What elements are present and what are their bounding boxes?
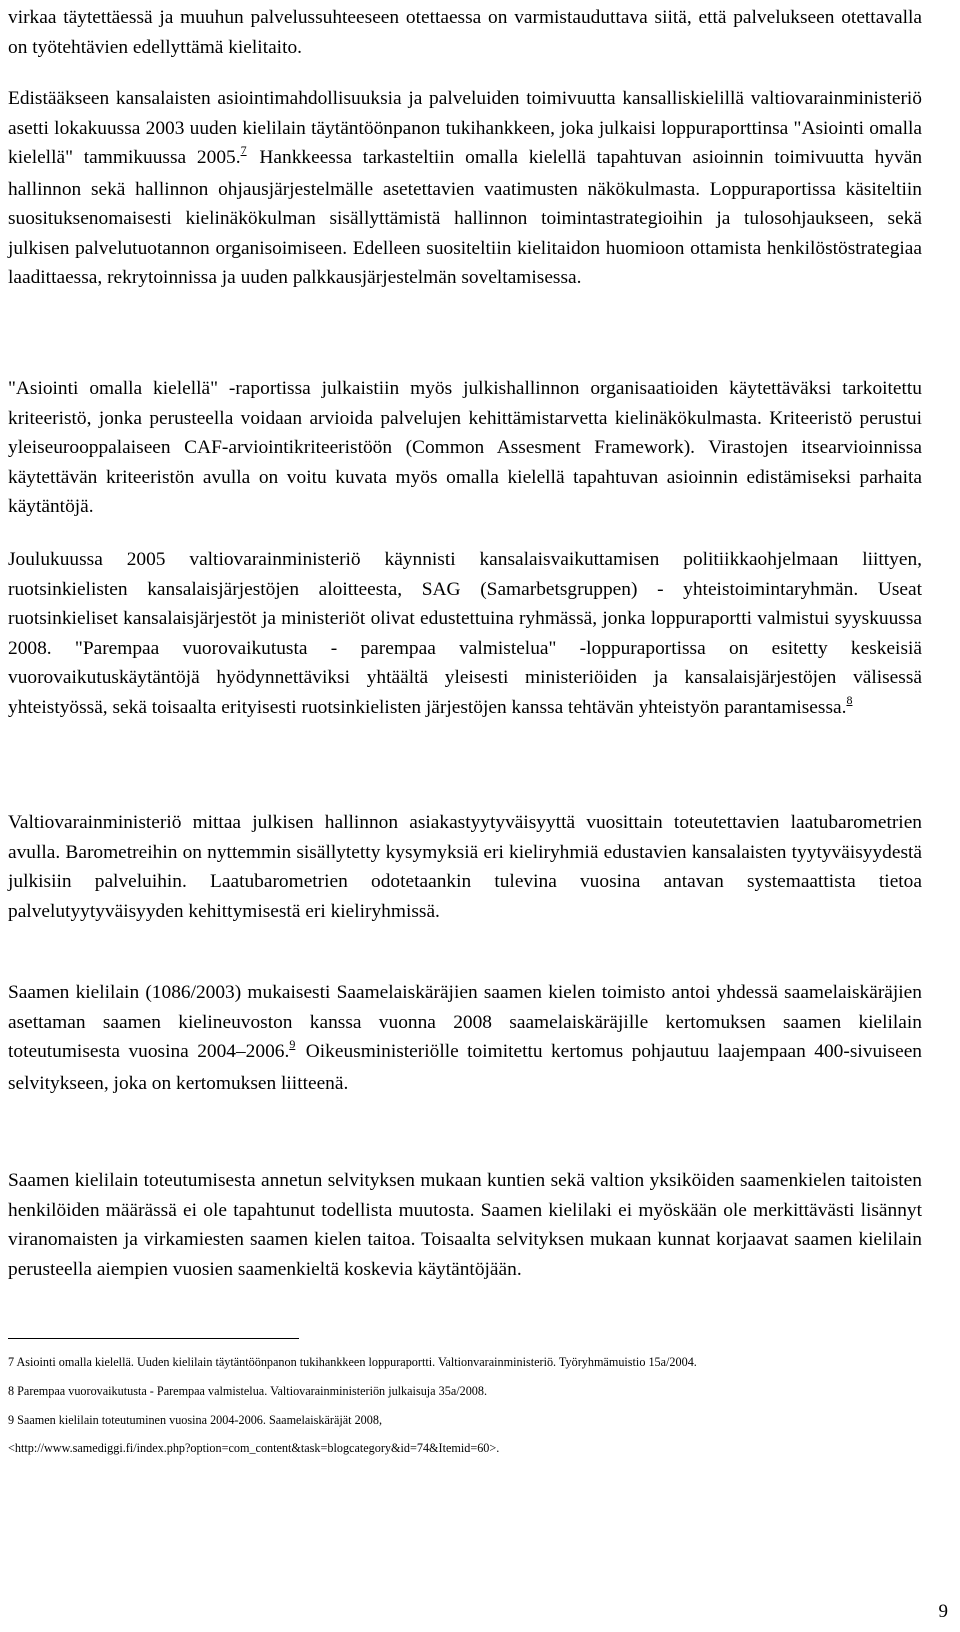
paragraph-6-text-a: Saamen kielilain (1086/2003) mukaisesti Saamelaiskäräjien saamen kielen toimisto antoi yhdessä saamelaiskäräjien asettaman saamen kielineuvoston kanssa vuonna 2008 saamelaiskäräjille kertomuksen saamen kielilain toteutumisesta vuosina 2004–2006.: [8, 982, 922, 1062]
paragraph-7: [8, 1166, 922, 1284]
paragraph-2: [8, 84, 922, 293]
paragraph-6: [8, 978, 922, 1098]
paragraph-1: [8, 3, 922, 62]
footnote-ref-9[interactable]: 9: [289, 1037, 296, 1051]
paragraph-2-text-a: Edistääkseen kansalaisten asiointimahdollisuuksia ja palveluiden toimivuutta kansalliskielillä valtiovarainministeriö asetti lokakuussa 2003 uuden kielilain täytäntöönpanon tukihankkeen, joka julkaisi loppuraporttinsa "Asiointi omalla kielellä" tammikuussa 2005.: [8, 88, 922, 168]
paragraph-7-text: Saamen kielilain toteutumisesta annetun selvityksen mukaan kuntien sekä valtion yksiköiden saamenkielen taitoisten henkilöiden määrässä ei ole tapahtunut todellista muutosta. Saamen kielilaki ei myöskään ole merkittävästi lisännyt viranomaisten ja virkamiesten saamen kielen taitoa. Toisaalta selvityksen mukaan kunnat korjaavat saamen kielilain perusteella aiempien vuosien saamenkieltä koskevia käytäntöjään.: [8, 1170, 922, 1280]
paragraph-3-text: "Asiointi omalla kielellä" -raportissa julkaistiin myös julkishallinnon organisaatioiden käytettäväksi tarkoitettu kriteeristö, jonka perusteella voidaan arvioida palvelujen kehittämistarvetta kielinäkökulmasta. Kriteeristö perustui yleiseurooppalaiseen CAF-arviointikriteeristöön (Common Assesment Framework). Virastojen itsearvioinnissa käytettävän kriteeristön avulla on voitu kuvata myös omalla kielellä tapahtuvan asioinnin edistämiseksi parhaita käytäntöjä.: [8, 378, 922, 517]
footnote-9-url[interactable]: <http://www.samediggi.fi/index.php?option=com_content&task=blogcategory&id=74&Itemid=60>.: [8, 1441, 500, 1455]
paragraph-1-text: virkaa täytettäessä ja muuhun palvelussuhteeseen otettaessa on varmistauduttava siitä, että palvelukseen otettavalla on työtehtävien edellyttämä kielitaito.: [8, 7, 922, 58]
paragraph-5-text: Valtiovarainministeriö mittaa julkisen hallinnon asiakastyytyväisyyttä vuosittain toteutettavien laatubarometrien avulla. Barometreihin on nyttemmin sisällytetty kysymyksiä eri kieliryhmiä edustavien kansalaisten tyytyväisyydestä julkisiin palveluihin. Laatubarometrien odotetaankin tulevina vuosina antavan systemaattista tietoa palvelutyytyväisyyden kehittymisestä eri kieliryhmissä.: [8, 812, 922, 922]
paragraph-4: [8, 545, 922, 724]
paragraph-5: [8, 808, 922, 926]
footnote-ref-7[interactable]: 7: [240, 143, 247, 157]
footnote-9: 9 Saamen kielilain toteutuminen vuosina 2004-2006. Saamelaiskäräjät 2008,: [8, 1413, 383, 1427]
page-number: 9: [938, 1601, 948, 1622]
footnote-8: 8 Parempaa vuorovaikutusta - Parempaa valmistelua. Valtiovarainministeriön julkaisuja 35a/2008.: [8, 1384, 488, 1398]
paragraph-4-text: Joulukuussa 2005 valtiovarainministeriö käynnisti kansalaisvaikuttamisen politiikkaohjelmaan liittyen, ruotsinkielisten kansalaisjärjestöjen aloitteesta, SAG (Samarbetsgruppen) - yhteistoimintaryhmän. Useat ruotsinkieliset kansalaisjärjestöt ja ministeriöt olivat edustettuina ryhmässä, jonka loppuraportti valmistui syyskuussa 2008. "Parempaa vuorovaikutusta - parempaa valmistelua" -loppuraportissa on esitetty keskeisiä vuorovaikutuskäytäntöjä hyödynnettäviksi yhtäältä yleisesti ministeriöiden ja kansalaisjärjestöjen välisessä yhteistyössä, sekä toisaalta erityisesti ruotsinkielisten järjestöjen kanssa tehtävän yhteistyön parantamisessa.: [8, 549, 922, 718]
footnote-separator: [8, 1338, 299, 1339]
paragraph-3: [8, 374, 922, 522]
footnote-7: 7 Asiointi omalla kielellä. Uuden kielilain täytäntöönpanon tukihankkeen loppuraportti. Valtionvarainministeriö. Työryhmämuistio 15a/2004.: [8, 1355, 697, 1369]
paragraph-6-text-b: Oikeusministeriölle toimitettu kertomus pohjautuu laajempaan 400-sivuiseen selvitykseen, joka on kertomuksen liitteenä.: [8, 1041, 923, 1094]
footnote-ref-8[interactable]: 8: [846, 692, 853, 707]
paragraph-2-text-b: Hankkeessa tarkasteltiin omalla kielellä tapahtuvan asioinnin toimivuutta hyvän hallinnon sekä hallinnon ohjausjärjestelmälle asetettavien vaatimusten näkökulmasta. Loppuraportissa käsiteltiin suosituksenomaisesti kielinäkökulman sisällyttämistä hallinnon toimintastrategioihin ja tulosohjaukseen, sekä julkisen palvelutuotannon organisoimiseen. Edelleen suositeltiin kielitaidon huomioon ottamista henkilöstöstrategiaa laadittaessa, rekrytoinnissa ja uuden palkkausjärjestelmän soveltamisessa.: [8, 147, 923, 288]
